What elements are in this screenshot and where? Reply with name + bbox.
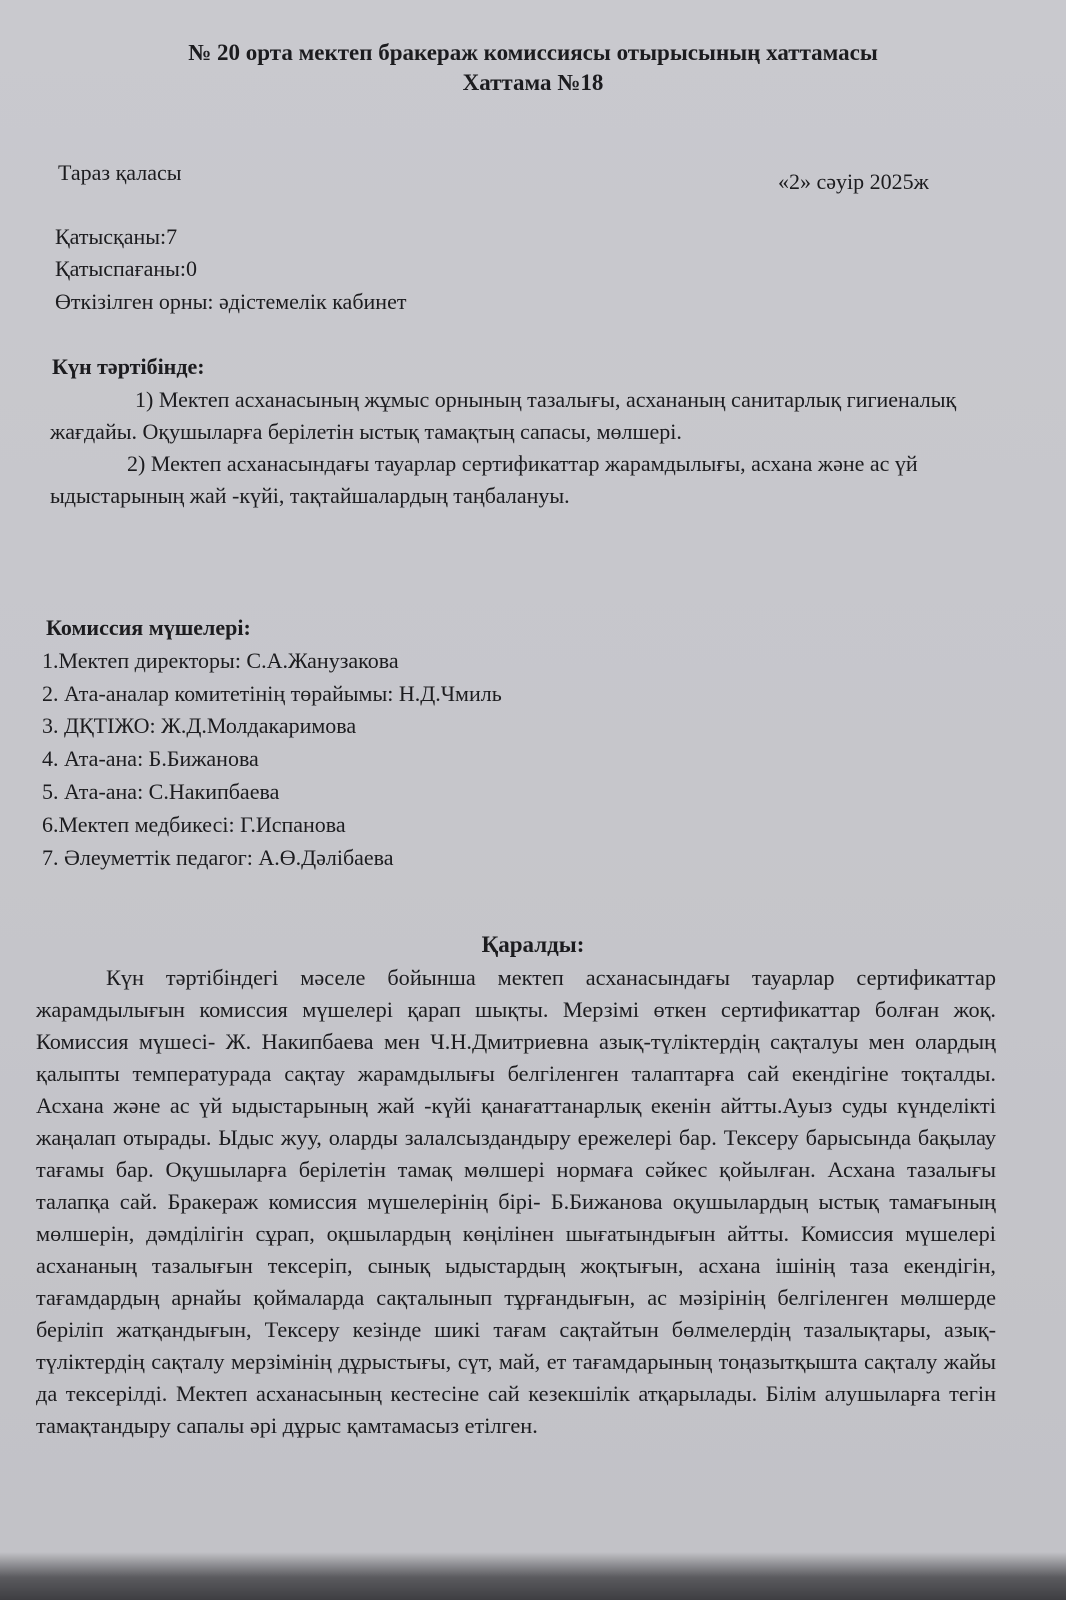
members-heading: Комиссия мүшелері: [46, 615, 251, 640]
member-item: 2. Ата-аналар комитетінің төрайымы: Н.Д.Чмиль [42, 681, 502, 706]
agenda-item-number: 2) [127, 451, 146, 476]
agenda-list [50, 384, 1000, 512]
agenda-item [50, 384, 1000, 448]
member-item: 7. Әлеуметтік педагог: А.Ө.Дәлібаева [42, 845, 394, 870]
member-item: 5. Ата-ана: С.Накипбаева [42, 779, 280, 804]
venue: Өткізілген орны: әдістемелік кабинет [55, 289, 407, 314]
city: Тараз қаласы [58, 160, 182, 185]
document-title: № 20 орта мектеп бракераж комиссиясы отырысының хаттамасы [188, 40, 878, 65]
date: «2» сәуір 2025ж [778, 169, 929, 194]
reviewed-paragraph: Күн тәртібіндегі мәселе бойынша мектеп асханасындағы тауарлар сертификаттар жарамдылығын комиссия мүшелері қарап шықты. Мерзімі өткен сертификаттар болған жоқ. Комиссия мүшесі- Ж. Накипбаева мен Ч.Н.Дмитриевна азық-түліктердің сақталуы мен олардың қалыпты температурада сақтау жарамдылығы белгіленген талаптарға сай екендігіне тоқталды. Асхана және ас үй ыдыстарының жай -күйі қанағаттанарлық екенін айтты.Ауыз суды күнделікті жаңалап отырады. Ыдыс жуу, оларды залалсыздандыру ережелері бар. Тексеру барысында бақылау тағамы бар. Оқушыларға берілетін тамақ мөлшері нормаға сәйкес қойылған. Асхана тазалығы талапқа сай. Бракераж комиссия мүшелерінің бірі- Б.Бижанова оқушылардың ыстық тамағының мөлшерін, дәмділігін сұрап, оқшылардың көңілінен шығатындығын айтты. Комиссия мүшелері асхананың тазалығын тексеріп, сынық ыдыстардың жоқтығын, асхана ішінің таза екендігін, тағамдардың арнайы қоймаларда сақталынып тұрғандығын, ас мәзірінің белгіленген мөлшерде беріліп жатқандығын, Тексеру кезінде шикі тағам сақтайтын бөлмелердің тазалықтары, азық-түліктердің сақталу мерзімінің дұрыстығы, сүт, май, ет тағамдарының тоңазытқышта сақталу жайы да тексерілді. Мектеп асханасының кестесіне сай кезекшілік атқарылады. Білім алушыларға тегін тамақтандыру сапалы әрі дұрыс қамтамасыз етілген. [36, 965, 996, 1438]
agenda-item-text: Мектеп асханасындағы тауарлар сертификаттар жарамдылығы, асхана және ас үй ыдыстарының жай -күйі, тақтайшалардың таңбалануы. [50, 451, 918, 508]
absent-count: Қатыспағаны:0 [55, 256, 198, 281]
agenda-item [50, 448, 1000, 512]
attended-count: Қатысқаны:7 [55, 224, 178, 249]
member-item: 1.Мектеп директоры: С.А.Жанузакова [42, 648, 399, 673]
member-item: 6.Мектеп медбикесі: Г.Испанова [42, 812, 346, 837]
protocol-number: Хаттама №18 [462, 70, 604, 95]
agenda-item-text: Мектеп асханасының жұмыс орнының тазалығы, асхананың санитарлық гигиеналық жағдайы. Оқушыларға берілетін ыстық тамақтың сапасы, мөлшері. [50, 387, 957, 444]
agenda-heading: Күн тәртібінде: [52, 354, 205, 379]
member-item: 4. Ата-ана: Б.Бижанова [42, 746, 259, 771]
member-item: 3. ДҚТІЖО: Ж.Д.Молдакаримова [42, 713, 357, 738]
agenda-item-number: 1) [135, 387, 154, 412]
reviewed-heading: Қаралды: [481, 932, 585, 957]
